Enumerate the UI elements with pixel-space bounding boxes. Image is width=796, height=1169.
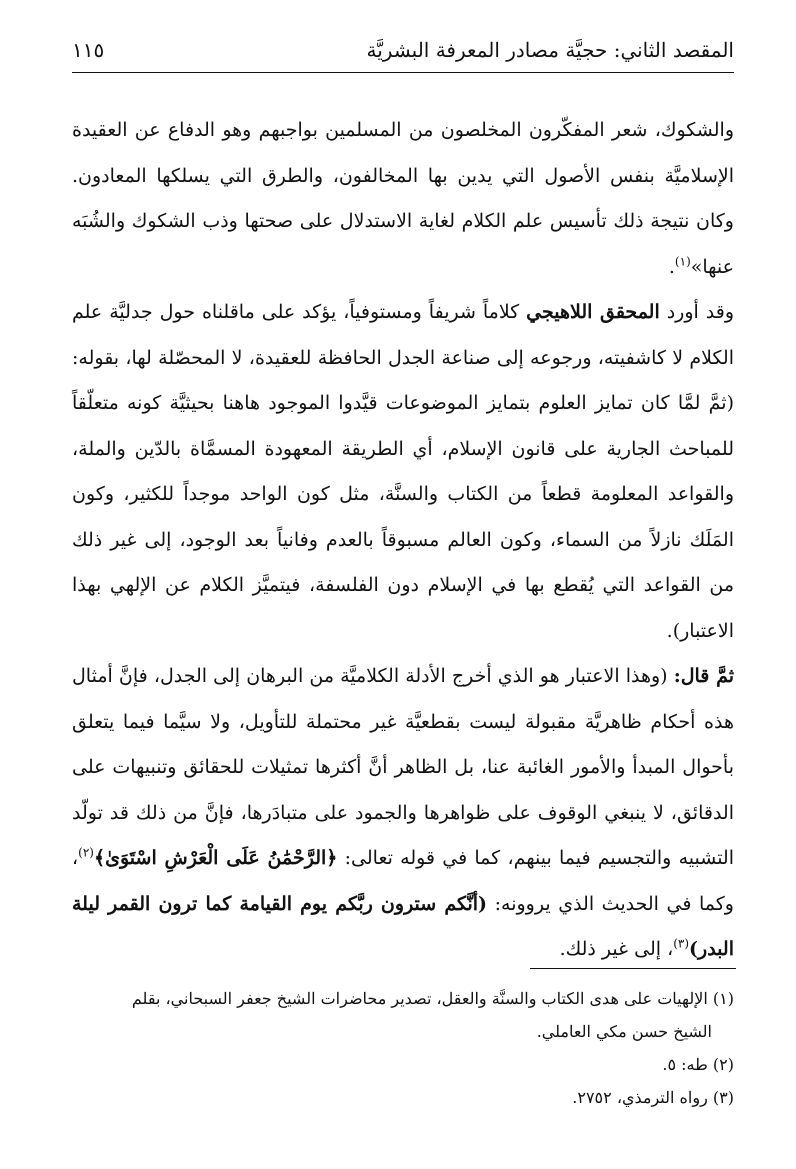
paragraph-1 [72, 108, 734, 290]
paragraph-3-mid: ، وكما في الحديث الذي يروونه: [72, 847, 734, 915]
paragraph-3 [72, 654, 734, 973]
paragraph-2-intro: وقد أورد [659, 301, 734, 323]
paragraph-2 [72, 290, 734, 654]
author-name: المحقق اللاهيجي [526, 301, 660, 323]
footnote-ref-2: (٢) [78, 845, 94, 860]
footnote-ref-3: (٣) [673, 936, 690, 951]
main-text [72, 108, 734, 973]
paragraph-1-end: . [668, 255, 675, 278]
paragraph-3-lead: ثمَّ قال: [673, 665, 734, 687]
footnote-separator [530, 968, 736, 969]
footnote-3: (٣) رواه الترمذي، ٢٧٥٢. [572, 1088, 734, 1107]
footnotes [72, 982, 734, 1114]
hadith-quote: (أنَّكم سترون ربَّكم يوم القيامة كما ترون القمر ليلة البدر) [72, 892, 734, 960]
footnote-1-continued: الشيخ حسن مكي العاملي. [536, 1022, 712, 1041]
paragraph-3-end: ، إلى غير ذلك. [559, 938, 674, 960]
running-title: المقصد الثاني: حجيَّة مصادر المعرفة البشريَّة [366, 38, 734, 62]
footnote-ref-1: (١) [674, 254, 691, 269]
footnote-1: (١) الإلهيات على هدى الكتاب والسنَّة والعقل، تصدير محاضرات الشيخ جعفر السبحاني، بقلم [131, 989, 734, 1008]
paragraph-1-text: والشكوك، شعر المفكّرون المخلصون من المسلمين بواجبهم وهو الدفاع عن العقيدة الإسلاميَّة بنفس الأصول التي يدين بها المخالفون، والطرق التي يسلكها المعادون. وكان نتيجة ذلك تأسيس علم الكلام لغاية الاستدلال على صحتها وذب الشكوك والشُبَه عنها» [72, 119, 734, 278]
paragraph-3-text: (وهذا الاعتبار هو الذي أخرج الأدلة الكلاميَّة من البرهان إلى الجدل، فإنَّ أمثال هذه أحكام ظاهريَّة مقبولة ليست بقطعيَّة غير محتملة للتأويل، ولا سيَّما فيما يتعلق بأحوال المبدأ والأمور الغائبة عنا، بل الظاهر أنَّ أكثرها تمثيلات للحقائق وتنبيهات على الدقائق، لا ينبغي الوقوف على ظواهرها والجمود على متبادَرها، فإنَّ من ذلك قد تولّد التشبيه والتجسيم فيما بينهم، كما في قوله تعالى: [72, 665, 734, 869]
footnote-2: (٢) طه: ٥. [662, 1055, 734, 1074]
running-header [72, 28, 734, 73]
page-number: ١١٥ [72, 38, 105, 62]
paragraph-2-text: كلاماً شريفاً ومستوفياً، يؤكد على ماقلناه حول جدليَّة علم الكلام لا كاشفيته، ورجوعه إلى صناعة الجدل الحافظة للعقيدة، لا المحصّلة لها، بقوله: (ثمَّ لمَّا كان تمايز العلوم بتمايز الموضوعات قيَّدوا الموجود هاهنا بحيثيَّة كونه متعلّقاً للمباحث الجارية على قانون الإسلام، أي الطريقة المعهودة المسمَّاة بالدّين والملة، والقواعد المعلومة قطعاً من الكتاب والسنَّة، مثل كون الواحد موجداً للكثير، وكون المَلَك نازلاً من السماء، وكون العالم مسبوقاً بالعدم وفانياً بعد الوجود، إلى غير ذلك من القواعد التي يُقطع بها في الإسلام دون الفلسفة، فيتميَّز الكلام عن الإلهي بهذا الاعتبار). [72, 301, 734, 642]
quran-verse: ﴿الرَّحْمَٰنُ عَلَى الْعَرْشِ اسْتَوَىٰ﴾ [93, 847, 338, 869]
